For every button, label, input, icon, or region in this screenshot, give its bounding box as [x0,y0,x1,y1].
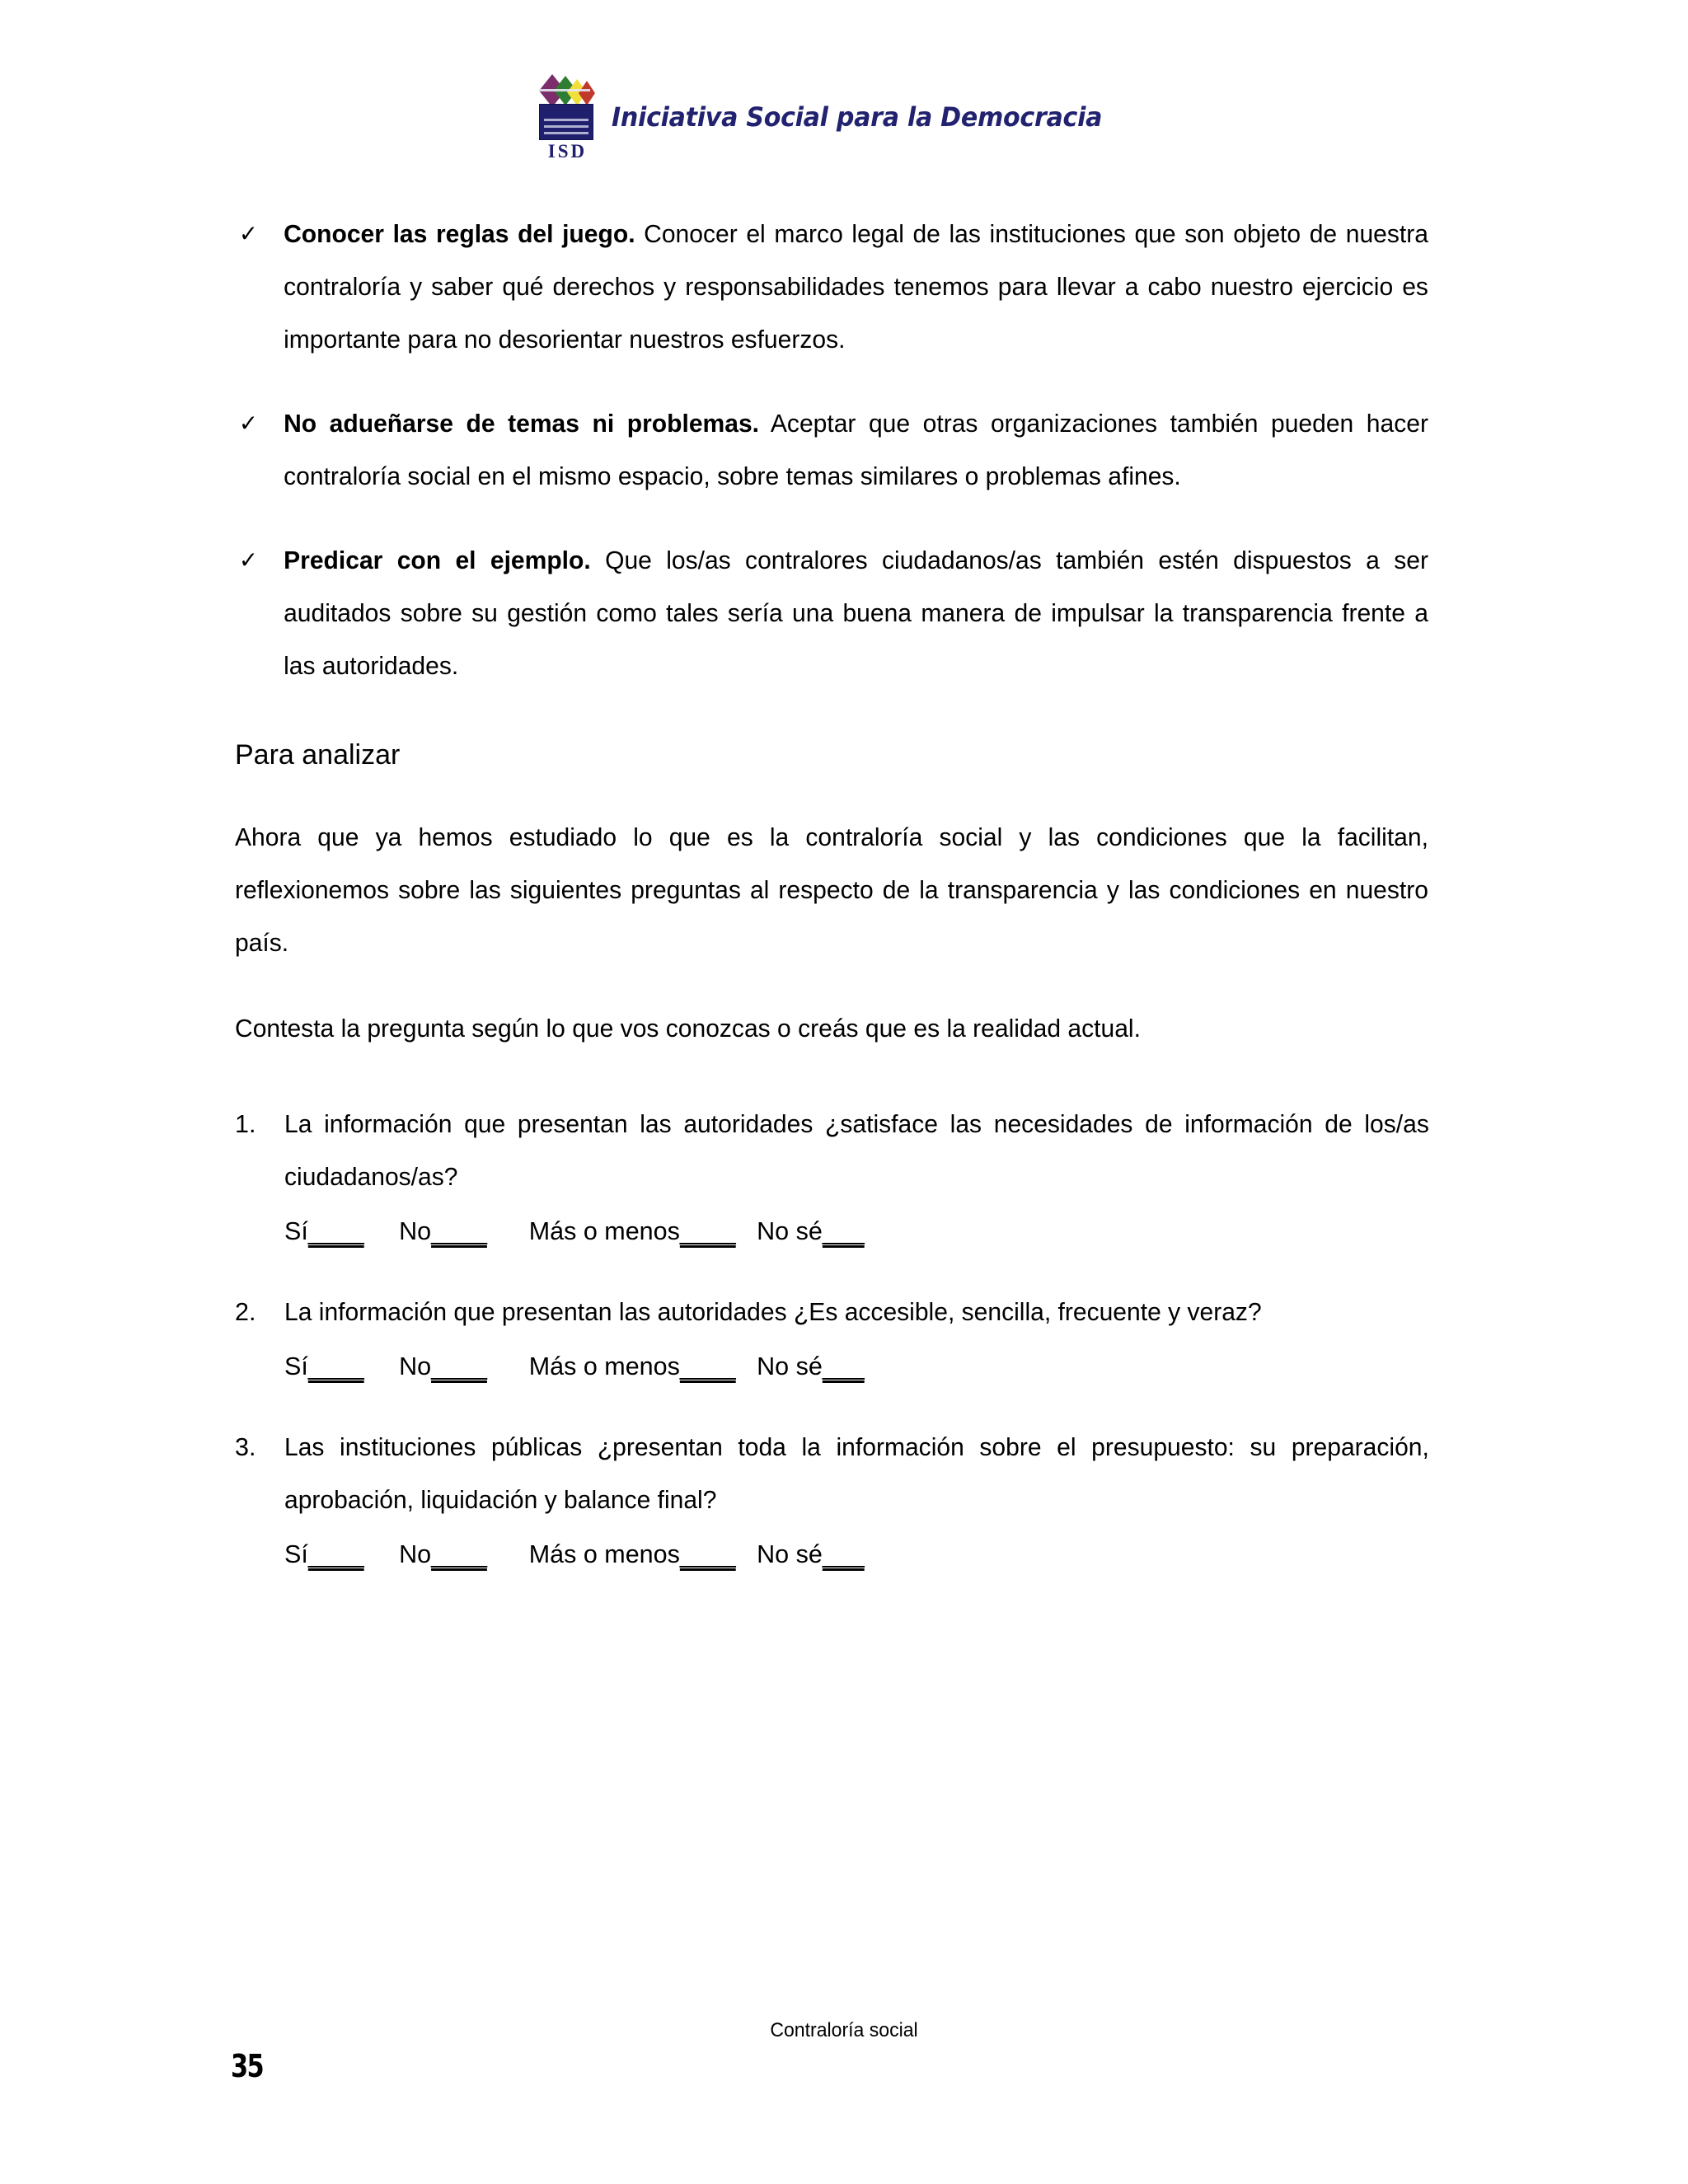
answer-option-somewhat[interactable]: Más o menos [528,1540,680,1568]
emblem-acronym: ISD [547,141,588,162]
answer-blank-somewhat[interactable]: ____ [679,1217,736,1245]
answer-option-yes[interactable]: Sí [284,1352,308,1380]
section-heading: Para analizar [235,739,401,771]
bullet-item [235,208,1428,366]
answer-blank-somewhat[interactable]: ____ [679,1540,736,1568]
answer-blank-dont-know[interactable]: ___ [822,1217,865,1245]
question-list [235,1098,1447,1581]
answer-options-row [284,1205,1447,1258]
question-item [235,1421,1447,1581]
answer-options-row [284,1528,1447,1581]
bullet-body: Aceptar que otras organizaciones también pueden hacer contraloría social en el mismo espacio, sobre temas similares o problemas afines. [284,410,1428,490]
answer-blank-dont-know[interactable]: ___ [822,1352,865,1380]
answer-option-yes[interactable]: Sí [284,1217,308,1245]
checkmark-icon: ✓ [238,221,259,246]
answer-blank-no[interactable]: ____ [431,1540,487,1568]
bullet-lead: No adueñarse de temas ni problemas. [284,410,760,438]
answer-option-no[interactable]: No [399,1540,432,1568]
bullet-item [235,397,1428,503]
bullet-lead: Predicar con el ejemplo. [284,546,591,574]
page-number: 35 [231,2048,264,2084]
page-content [235,208,1447,1609]
emblem-navy-block [539,104,593,140]
answer-option-yes[interactable]: Sí [284,1540,308,1568]
answer-blank-yes[interactable]: ____ [307,1540,364,1568]
bullet-body: Que los/as contralores ciudadanos/as también estén dispuestos a ser auditados sobre su gestión como tales sería una buena manera de impulsar la transparencia frente a las autoridades. [284,546,1428,680]
isd-emblem-icon [537,73,597,162]
answer-option-dont-know[interactable]: No sé [757,1540,823,1568]
intro-paragraph: Ahora que ya hemos estudiado lo que es la contraloría social y las condiciones que la facilitan, reflexionemos sobre las siguientes preguntas al respecto de la transparencia y las condiciones en nuestro país. [235,823,1428,957]
bullet-item [235,534,1428,692]
question-text: La información que presentan las autoridades ¿satisface las necesidades de información de los/as ciudadanos/as? [284,1110,1429,1191]
organization-name: Iniciativa Social para la Democracia [612,101,1103,133]
instruction-paragraph: Contesta la pregunta según lo que vos conozcas o creás que es la realidad actual. [235,1015,1141,1043]
question-number: 2. [235,1298,256,1326]
answer-option-dont-know[interactable]: No sé [757,1217,823,1245]
answer-blank-no[interactable]: ____ [431,1352,487,1380]
answer-blank-no[interactable]: ____ [431,1217,487,1245]
answer-option-no[interactable]: No [399,1352,432,1380]
answer-blank-somewhat[interactable]: ____ [679,1352,736,1380]
bullet-body: Conocer el marco legal de las instituciones que son objeto de nuestra contraloría y saber qué derechos y responsabilidades tenemos para llevar a cabo nuestro ejercicio es importante para no desorientar nuestros esfuerzos. [284,220,1428,354]
answer-blank-yes[interactable]: ____ [307,1352,364,1380]
answer-option-dont-know[interactable]: No sé [757,1352,823,1380]
question-number: 1. [235,1110,256,1138]
answer-option-no[interactable]: No [399,1217,432,1245]
question-item [235,1098,1447,1258]
bullet-lead: Conocer las reglas del juego. [284,220,635,248]
page-header [0,73,1688,162]
question-text: Las instituciones públicas ¿presentan toda la información sobre el presupuesto: su preparación, aprobación, liquidación y balance final? [284,1433,1429,1514]
answer-option-somewhat[interactable]: Más o menos [528,1352,680,1380]
answer-blank-yes[interactable]: ____ [307,1217,364,1245]
answer-option-somewhat[interactable]: Más o menos [528,1217,680,1245]
question-item [235,1286,1447,1393]
question-number: 3. [235,1433,256,1461]
answer-blank-dont-know[interactable]: ___ [822,1540,865,1568]
organization-logo [537,73,1133,162]
answer-options-row [284,1340,1447,1393]
question-text: La información que presentan las autoridades ¿Es accesible, sencilla, frecuente y veraz? [284,1298,1262,1326]
checkmark-icon: ✓ [238,547,259,573]
running-footer-title: Contraloría social [770,2019,918,2041]
checkmark-icon: ✓ [238,410,259,436]
